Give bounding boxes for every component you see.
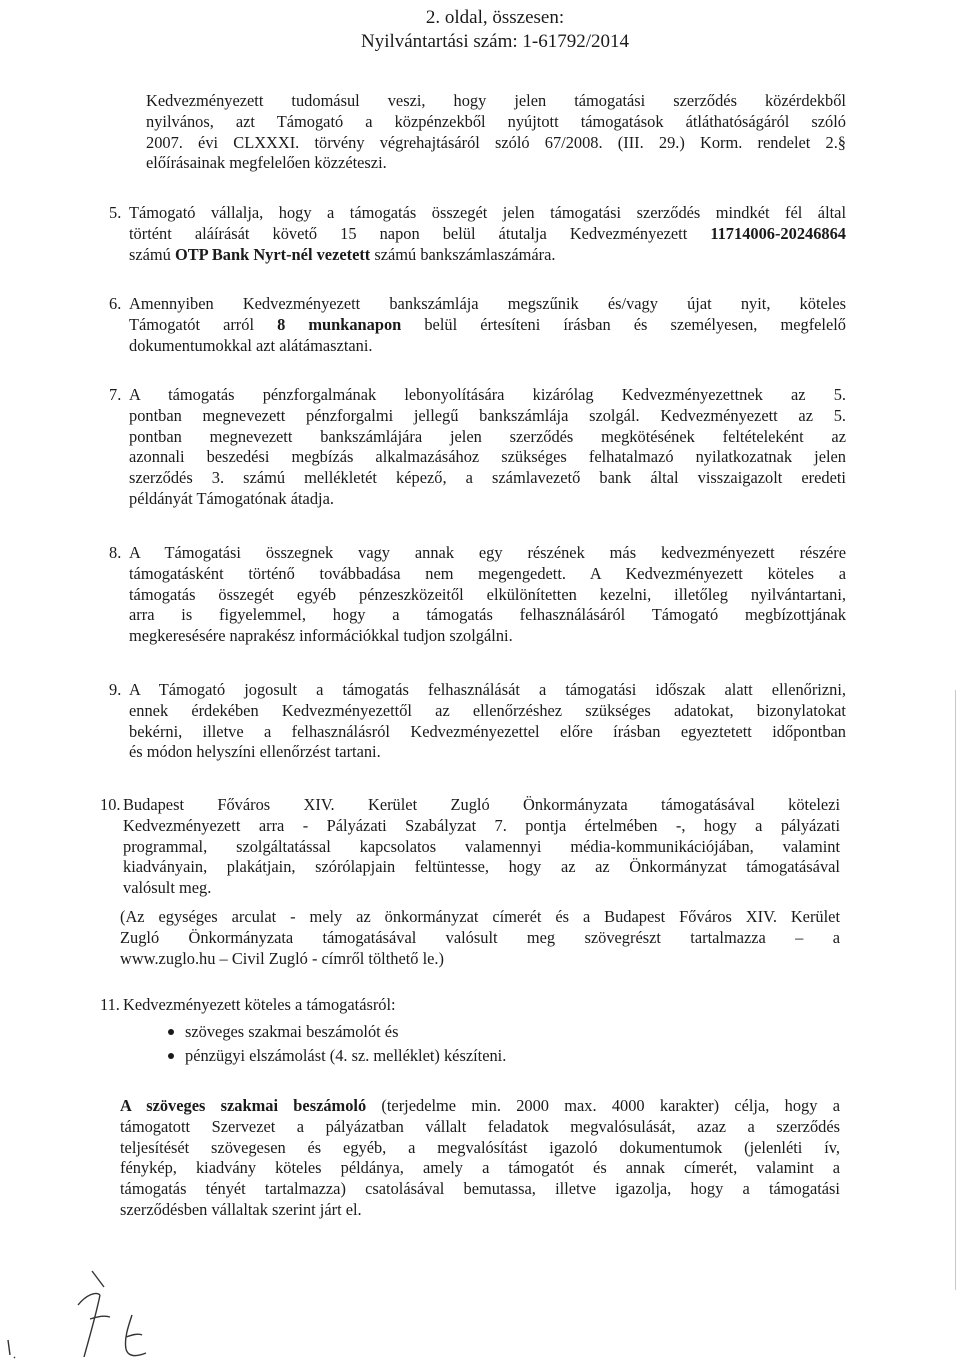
text-line: megkeresésére naprakész információkkal tudjon szolgálni. [129, 626, 513, 646]
section-number: 9. [109, 680, 122, 699]
text-line: Kedvezményezett tudomásul veszi, hogy jelen támogatási szerződés közérdekből [146, 91, 846, 110]
text-line: nyilvános, azt Támogató a közpénzekből nyújtott támogatások átláthatóságáról szóló [146, 111, 846, 131]
section-11 [123, 995, 840, 1016]
text-line: programmal, szolgáltatással kapcsolatos valamennyi média-kommunikációjában, valamint [123, 836, 840, 856]
text-segment: történt aláírását követő 15 napon belül átutalja Kedvezményezett [129, 223, 711, 243]
text-line [129, 245, 846, 266]
text-line: dokumentumokkal azt alátámasztani. [129, 335, 373, 355]
text-segment: számú bankszámlaszámára. [370, 244, 556, 264]
section-5 [129, 203, 846, 265]
text-line: teljesítését szövegesen és egyéb, a megvalósítást igazoló dokumentumok (jelenléti ív, [120, 1137, 840, 1157]
text-line: (Az egységes arculat - mely az önkormányzat címerét és a Budapest Főváros XIV. Kerület [120, 907, 840, 926]
section-number: 8. [109, 543, 122, 562]
signature-mark [125, 1315, 146, 1356]
text-line: Kedvezményezett arra - Pályázati Szabályzat 7. pontja értelmében -, hogy a pályázati [123, 815, 840, 835]
text-line: Kedvezményezett köteles a támogatásról: [123, 995, 396, 1014]
bullet-list [185, 1020, 506, 1068]
deadline-days: 8 munkanapon [277, 314, 402, 334]
text-line: pontban megnevezett pénzforgalmi jellegű bankszámlája szolgál. Kedvezményezett az 5. [129, 405, 846, 425]
section-7 [129, 385, 846, 510]
bank-name: OTP Bank Nyrt-nél vezetett [174, 244, 371, 264]
section-number: 5. [109, 203, 122, 222]
text-segment: (terjedelme min. 2000 max. 4000 karakter) célja, hogy a [366, 1096, 840, 1115]
signature-mark [78, 1271, 110, 1357]
text-line: bekérni, illetve a felhasználásról Kedvezményezettel előre írásban egyeztetett időpontban [129, 721, 846, 741]
bullet-icon [168, 1029, 174, 1035]
section-8 [129, 543, 846, 647]
text-line: Budapest Főváros XIV. Kerület Zugló Önkormányzata támogatásával kötelezi [123, 795, 840, 814]
text-line: és módon helyszíni ellenőrzést tartani. [129, 742, 381, 762]
text-line [120, 1096, 840, 1117]
section-number: 11. [100, 995, 120, 1014]
text-line: azonnali beszedési megbízás alkalmazásához szükséges felhatalmazó nyilatkozatnak jelen [129, 447, 846, 467]
text-line: A Támogató jogosult a támogatás felhasználását a támogatási időszak alatt ellenőrizni, [129, 680, 846, 699]
section-10-note [120, 907, 840, 969]
section-number: 10. [100, 795, 121, 814]
text-line: támogatás összegét egyéb pénzeszközeitől elkülönítetten kezelni, illetőleg nyilvántartani, [129, 584, 846, 604]
scan-edge-line [955, 690, 956, 1290]
list-item [185, 1020, 506, 1044]
report-paragraph [120, 1096, 840, 1221]
registration-number: Nyilvántartási szám: 1-61792/2014 [360, 31, 630, 52]
initial-mark [8, 1340, 15, 1358]
text-line: előírásainak megfelelően közzéteszi. [146, 153, 387, 173]
text-line: fénykép, kiadvány köteles példánya, amely a támogatót és annak címerét, valamint a [120, 1158, 840, 1178]
text-line: támogatásként történő továbbadása nem megengedett. A Kedvezményezett köteles a [129, 563, 846, 583]
report-heading: A szöveges szakmai beszámoló [120, 1096, 367, 1115]
list-item [185, 1044, 506, 1068]
text-line: ennek érdekében Kedvezményezettől az ellenőrzéshez szükséges adatokat, bizonylatokat [129, 700, 846, 720]
text-line: www.zuglo.hu – Civil Zugló - címről tölthető le.) [120, 948, 444, 968]
text-line: szerződésben vállaltak szerint járt el. [120, 1199, 362, 1219]
text-segment: Támogatót arról [129, 314, 278, 334]
text-line: A Támogatási összegnek vagy annak egy részének más kedvezményezett részére [129, 543, 846, 562]
text-line: Támogató vállalja, hogy a támogatás összegét jelen támogatási szerződés mindkét fél által [129, 203, 846, 222]
text-line: példányát Támogatónak átadja. [129, 488, 334, 508]
text-line: kiadványain, plakátjain, szórólapjain feltüntesse, hogy az az Önkormányzat támogatásával [123, 857, 840, 877]
list-item-text: szöveges szakmai beszámolót és [185, 1022, 399, 1041]
page-header [0, 6, 960, 54]
text-line: 2007. évi CLXXXI. törvény végrehajtásáról szóló 67/2008. (III. 29.) Korm. rendelet 2.§ [146, 132, 846, 152]
text-line: Zugló Önkormányzata támogatásával valósult meg szövegrészt tartalmazza – a [120, 927, 840, 947]
list-item-text: pénzügyi elszámolást (4. sz. melléklet) készíteni. [185, 1046, 507, 1065]
section-10 [123, 795, 840, 899]
text-line [129, 315, 846, 336]
section-6 [129, 294, 846, 356]
text-segment: számú [129, 244, 175, 264]
handwritten-initials [0, 1265, 200, 1365]
page-count: 2. oldal, összesen: [425, 7, 565, 28]
text-line: szerződés 3. számú mellékletét képező, a számlavezető bank által visszaigazolt eredeti [129, 468, 846, 488]
text-line [129, 224, 846, 245]
text-line: támogatott Szervezet a pályázatban vállalt feladatok megvalósulását, azaz a szerződés [120, 1116, 840, 1136]
section-number: 7. [109, 385, 122, 404]
text-line: arra is figyelemmel, hogy a támogatás felhasználásáról Támogató megbízottjának [129, 605, 846, 625]
section-number: 6. [109, 294, 122, 313]
bank-account-number: 11714006-20246864 [710, 223, 846, 243]
text-line: A támogatás pénzforgalmának lebonyolítására kizárólag Kedvezményezettnek az 5. [129, 385, 846, 404]
section-9 [129, 680, 846, 763]
bullet-icon [168, 1053, 174, 1059]
text-segment: belül értesíteni írásban és személyesen, megfelelő [401, 314, 847, 334]
intro-paragraph [146, 91, 846, 174]
text-line: Amennyiben Kedvezményezett bankszámlája megszűnik és/vagy újat nyit, köteles [129, 294, 846, 313]
text-line: pontban megnevezett bankszámlájára jelen szerződés megkötésének feltételeként az [129, 426, 846, 446]
text-line: támogatás tényét tartalmazza) csatolásával bemutassa, illetve igazolja, hogy a támogatási [120, 1179, 840, 1199]
text-line: valósult meg. [123, 878, 212, 898]
